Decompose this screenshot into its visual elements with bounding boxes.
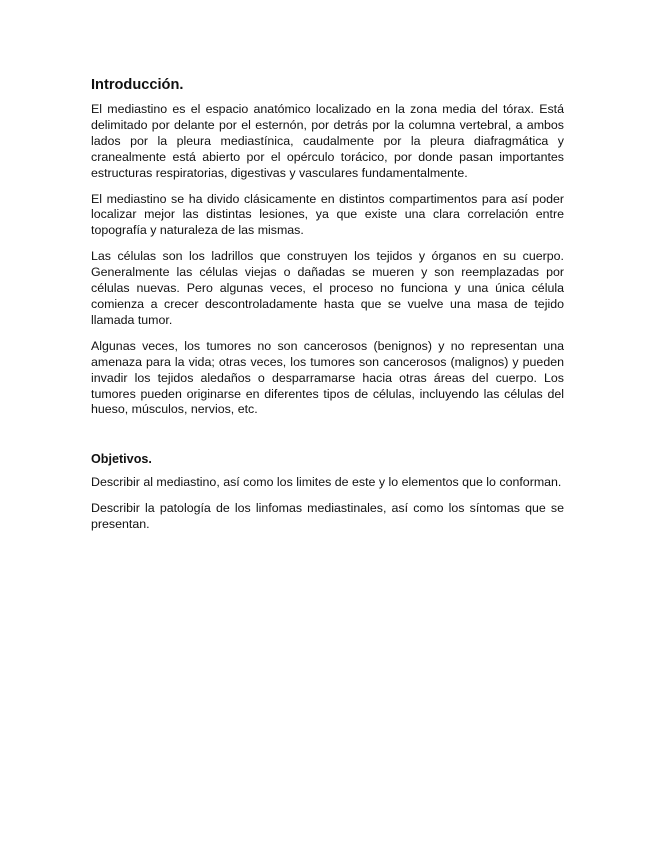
- objectives-heading: Objetivos.: [91, 452, 152, 467]
- objective-paragraph-1: Describir al mediastino, así como los limites de este y lo elementos que lo conforman.: [91, 475, 562, 490]
- intro-paragraph-1: El mediastino es el espacio anatómico localizado en la zona media del tórax. Está delimitado por delante por el esternón, por detrás por la columna vertebral, a ambos lados por la pleura mediastínica, caudalmente por la pleura diafragmática y cranealmente está abierto por el opérculo torácico, por donde pasan importantes estructuras respiratorias, digestivas y vasculares fundamentalmente.: [91, 102, 564, 180]
- objective-paragraph-2: Describir la patología de los linfomas mediastinales, así como los síntomas que se presentan.: [91, 501, 564, 532]
- section-spacer: [91, 428, 564, 451]
- intro-paragraph-3: Las células son los ladrillos que construyen los tejidos y órganos en su cuerpo. Generalmente las células viejas o dañadas se mueren y son reemplazadas por células nuevas. Pero algunas veces, el proceso no funciona y una única célula comienza a crecer descontroladamente hasta que se vuelve una masa de tejido llamada tumor.: [91, 249, 564, 327]
- intro-paragraph-4: Algunas veces, los tumores no son cancerosos (benignos) y no representan una amenaza para la vida; otras veces, los tumores son cancerosos (malignos) y pueden invadir los tejidos aledaños o desparramarse hacia otras áreas del cuerpo. Los tumores pueden originarse en diferentes tipos de células, incluyendo las células del hueso, músculos, nervios, etc.: [91, 338, 564, 417]
- introduction-heading: Introducción.: [91, 77, 184, 93]
- intro-paragraph-2: El mediastino se ha divido clásicamente en distintos compartimentos para así poder localizar mejor las distintas lesiones, ya que existe una clara correlación entre topografía y naturaleza de las mismas.: [91, 191, 564, 238]
- document-page: [91, 76, 564, 543]
